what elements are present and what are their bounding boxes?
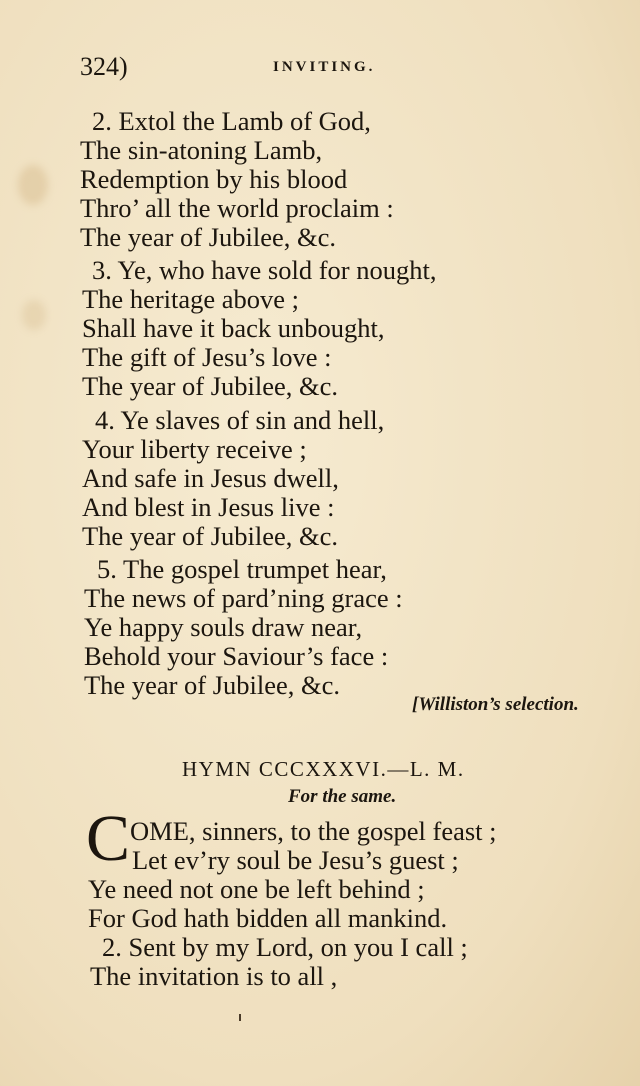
verse-line: Ye need not one be left behind ; bbox=[88, 874, 425, 904]
verse-line: The sin-atoning Lamb, bbox=[80, 135, 323, 165]
verse-line: Your liberty receive ; bbox=[82, 434, 307, 464]
paper-stain bbox=[18, 165, 48, 205]
verse-line: Ye happy souls draw near, bbox=[84, 612, 363, 642]
verse-line: 3. Ye, who have sold for nought, bbox=[92, 255, 437, 285]
running-head: INVITING. bbox=[273, 59, 376, 75]
verse-line: The year of Jubilee, &c. bbox=[82, 371, 339, 401]
verse-line: Let ev’ry soul be Jesu’s guest ; bbox=[132, 845, 459, 875]
verse-line: And blest in Jesus live : bbox=[82, 492, 335, 522]
verse-line: OME, sinners, to the gospel feast ; bbox=[130, 816, 497, 846]
verse-line: The year of Jubilee, &c. bbox=[84, 670, 341, 700]
page-number: 324) bbox=[80, 52, 128, 81]
hymn-title: HYMN CCCXXXVI.—L. M. bbox=[182, 757, 465, 781]
verse-line: Behold your Saviour’s face : bbox=[84, 641, 389, 671]
verse-line: Thro’ all the world proclaim : bbox=[80, 193, 394, 223]
paper-stain bbox=[22, 300, 46, 330]
verse-line: The gift of Jesu’s love : bbox=[82, 342, 332, 372]
verse-line: The heritage above ; bbox=[82, 284, 300, 314]
verse-line: 2. Extol the Lamb of God, bbox=[92, 106, 371, 136]
verse-line: For God hath bidden all mankind. bbox=[88, 903, 448, 933]
verse-line: 4. Ye slaves of sin and hell, bbox=[95, 405, 385, 435]
verse-line: 5. The gospel trumpet hear, bbox=[97, 554, 387, 584]
verse-line: The year of Jubilee, &c. bbox=[82, 521, 339, 551]
page-header bbox=[0, 52, 640, 86]
verse-line: The invitation is to all , bbox=[90, 961, 338, 991]
verse-line: Redemption by his blood bbox=[80, 164, 348, 194]
drop-cap: C bbox=[86, 802, 131, 875]
hymn-subtitle: For the same. bbox=[288, 786, 397, 807]
verse-line: Shall have it back unbought, bbox=[82, 313, 385, 343]
ink-mark bbox=[239, 1014, 241, 1021]
verse-line: The news of pard’ning grace : bbox=[84, 583, 403, 613]
verse-line: 2. Sent by my Lord, on you I call ; bbox=[102, 932, 468, 962]
verse-line: The year of Jubilee, &c. bbox=[80, 222, 337, 252]
verse-line: And safe in Jesus dwell, bbox=[82, 463, 339, 493]
attribution: [Williston’s selection. bbox=[412, 694, 579, 715]
